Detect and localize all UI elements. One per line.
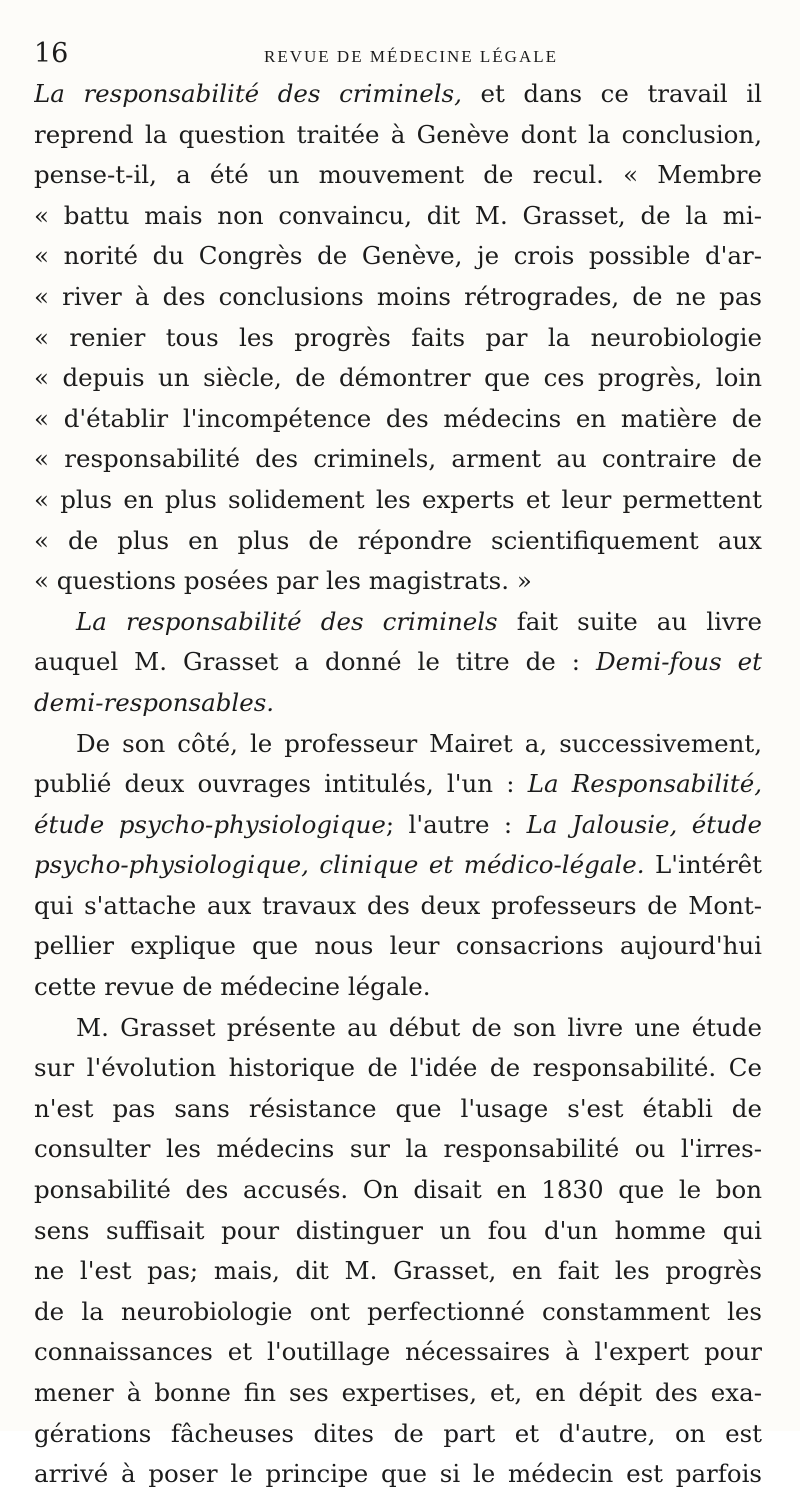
text-segment: fait suite au livre xyxy=(497,606,762,636)
text-segment: cette revue de médecine légale. xyxy=(34,972,431,1002)
text-segment: publié deux ouvrages intitulés, l'un : xyxy=(34,769,528,799)
text-line xyxy=(34,196,762,237)
text-line xyxy=(34,318,762,359)
italic-text: La responsabilité des criminels, xyxy=(34,79,462,108)
italic-text: La responsabilité des criminels xyxy=(76,606,498,636)
text-line xyxy=(34,236,762,277)
text-segment: mener à bonne fin ses expertises, et, en dépit des exa- xyxy=(34,1378,762,1407)
text-line xyxy=(34,1332,762,1373)
text-segment: « questions posées par les magistrats. » xyxy=(34,566,532,596)
text-segment: sens suffisait pour distinguer un fou d'un homme qui xyxy=(34,1215,762,1245)
running-head: REVUE DE MÉDECINE LÉGALE xyxy=(264,47,558,66)
text-line xyxy=(34,1170,762,1211)
page-header xyxy=(34,38,760,78)
italic-text: Demi-fous et xyxy=(596,647,762,677)
text-segment: et dans ce travail il xyxy=(461,79,762,108)
text-segment: pellier explique que nous leur consacrions aujourd'hui xyxy=(34,931,762,961)
text-segment: « d'établir l'incompétence des médecins en matière de xyxy=(34,403,762,433)
text-segment: De son côté, le professeur Mairet a, successivement, xyxy=(76,728,762,758)
text-line xyxy=(34,1129,762,1170)
text-segment: « renier tous les progrès faits par la neurobiologie xyxy=(34,322,762,352)
text-segment: « de plus en plus de répondre scientifiquement aux xyxy=(34,525,762,555)
text-line xyxy=(34,805,762,846)
text-segment: gérations fâcheuses dites de part et d'autre, on est xyxy=(34,1418,762,1448)
text-line xyxy=(34,845,762,886)
text-segment: « responsabilité des criminels, arment au contraire de xyxy=(34,444,762,474)
text-line xyxy=(34,602,762,643)
text-segment: reprend la question traitée à Genève dont la conclusion, xyxy=(34,119,762,149)
text-segment: L'intérêt xyxy=(644,850,762,880)
text-line xyxy=(34,1048,762,1089)
text-line xyxy=(34,886,762,927)
italic-text: étude psycho-physiologique xyxy=(34,809,386,839)
text-line xyxy=(34,74,762,115)
text-segment: arrivé à poser le principe que si le médecin est parfois xyxy=(34,1459,762,1489)
page-number: 16 xyxy=(34,38,69,69)
text-line xyxy=(34,1211,762,1252)
text-line xyxy=(34,115,762,156)
text-segment: auquel M. Grasset a donné le titre de : xyxy=(34,647,596,677)
text-line xyxy=(34,1251,762,1292)
text-segment: sur l'évolution historique de l'idée de responsabilité. Ce xyxy=(34,1053,762,1083)
text-line xyxy=(34,521,762,562)
text-segment: « battu mais non convaincu, dit M. Grasset, de la mi- xyxy=(34,200,762,230)
italic-text: La Responsabilité, xyxy=(527,769,762,799)
text-segment: ne l'est pas; mais, dit M. Grasset, en fait les progrès xyxy=(34,1256,762,1286)
text-segment: « river à des conclusions moins rétrogrades, de ne pas xyxy=(34,281,762,311)
text-segment: pense-t-il, a été un mouvement de recul. « Membre xyxy=(34,160,762,190)
text-segment: n'est pas sans résistance que l'usage s'est établi de xyxy=(34,1093,762,1123)
text-line xyxy=(34,480,762,521)
text-line xyxy=(34,439,762,480)
italic-text: psycho-physiologique, clinique et médico-légale. xyxy=(34,850,645,880)
text-segment: consulter les médecins sur la responsabilité ou l'irres- xyxy=(34,1134,762,1164)
text-segment: connaissances et l'outillage nécessaires à l'expert pour xyxy=(34,1337,762,1367)
text-line xyxy=(34,926,762,967)
text-line xyxy=(34,1008,762,1049)
text-line xyxy=(34,764,762,805)
text-segment: « plus en plus solidement les experts et leur permettent xyxy=(34,484,762,514)
text-line xyxy=(34,642,762,683)
text-line xyxy=(34,724,762,765)
text-line xyxy=(34,1454,762,1495)
text-segment: M. Grasset présente au début de son livre une étude xyxy=(76,1012,762,1042)
text-line xyxy=(34,683,762,724)
text-segment: « norité du Congrès de Genève, je crois possible d'ar- xyxy=(34,241,762,271)
text-line xyxy=(34,1414,762,1455)
italic-text: demi-responsables. xyxy=(34,687,275,717)
text-line xyxy=(34,1089,762,1130)
text-segment: qui s'attache aux travaux des deux professeurs de Mont- xyxy=(34,890,762,920)
text-line xyxy=(34,155,762,196)
text-line xyxy=(34,561,762,602)
text-line xyxy=(34,358,762,399)
text-line xyxy=(34,1373,762,1414)
text-line xyxy=(34,277,762,318)
text-line xyxy=(34,399,762,440)
text-segment: ponsabilité des accusés. On disait en 1830 que le bon xyxy=(34,1175,762,1205)
text-segment: ; l'autre : xyxy=(385,809,527,839)
text-line xyxy=(34,967,762,1008)
text-segment: « depuis un siècle, de démontrer que ces progrès, loin xyxy=(34,363,762,393)
italic-text: La Jalousie, étude xyxy=(526,809,762,839)
text-line xyxy=(34,1292,762,1333)
text-segment: de la neurobiologie ont perfectionné constamment les xyxy=(34,1296,762,1326)
body-text xyxy=(34,74,762,1495)
